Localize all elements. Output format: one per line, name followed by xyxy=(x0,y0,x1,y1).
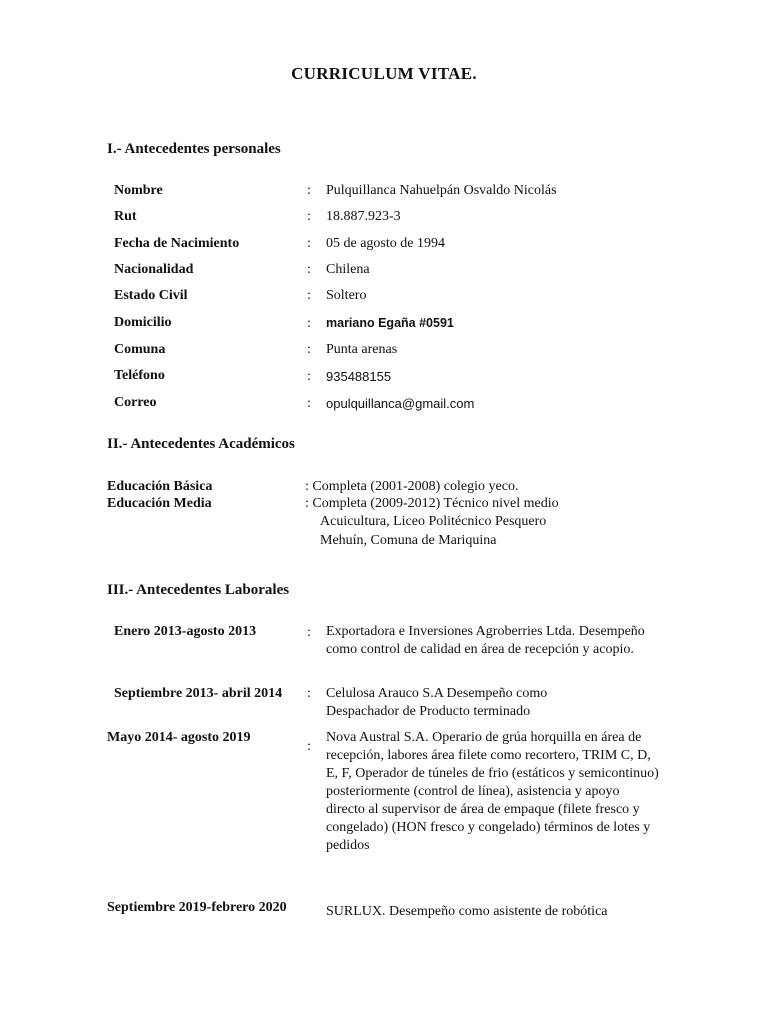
personal-label: Estado Civil xyxy=(114,288,188,303)
personal-label: Nacionalidad xyxy=(114,262,194,277)
work-heading: III.- Antecedentes Laborales xyxy=(107,582,290,598)
personal-value: Chilena xyxy=(326,262,370,277)
personal-label: Rut xyxy=(114,209,137,224)
personal-value: Punta arenas xyxy=(326,342,398,357)
colon: : xyxy=(307,236,311,251)
personal-value: Pulquillanca Nahuelpán Osvaldo Nicolás xyxy=(326,183,557,198)
personal-label: Fecha de Nacimiento xyxy=(114,236,240,251)
colon: : xyxy=(307,739,311,754)
basica-value: : Completa (2001-2008) colegio yeco. xyxy=(305,479,519,494)
personal-label: Teléfono xyxy=(114,368,165,383)
colon: : xyxy=(307,342,311,357)
colon: : xyxy=(307,686,311,701)
personal-label: Nombre xyxy=(114,183,163,198)
media-value-line2: Acuicultura, Liceo Politécnico Pesquero xyxy=(320,514,547,529)
personal-value: Soltero xyxy=(326,288,367,303)
colon: : xyxy=(307,288,311,303)
job-period: Enero 2013-agosto 2013 xyxy=(114,624,257,639)
personal-value: 05 de agosto de 1994 xyxy=(326,236,445,251)
personal-label: Correo xyxy=(114,395,157,410)
job-period: Mayo 2014- agosto 2019 xyxy=(107,730,251,745)
job-description: Nova Austral S.A. Operario de grúa horquilla en área de recepción, labores área filete como recortero, TRIM C, D, E, F, Operador de túneles de frio (estáticos y semicontinuo) posteriormente (control de línea), asistencia y apoyo directo al supervisor de área de empaque (filete fresco y congelado) (HON fresco y congelado) términos de lotes y pedidos xyxy=(326,730,659,853)
personal-label: Comuna xyxy=(114,342,166,357)
job-description: Celulosa Arauco S.A Desempeño como Despachador de Producto terminado xyxy=(326,686,548,719)
colon: : xyxy=(307,209,311,224)
basica-label: Educación Básica xyxy=(107,479,213,494)
academic-heading: II.- Antecedentes Académicos xyxy=(107,436,295,452)
document-title: CURRICULUM VITAE. xyxy=(291,64,477,83)
personal-value: mariano Egaña #0591 xyxy=(326,316,454,330)
personal-value: 18.887.923-3 xyxy=(326,209,401,224)
colon: : xyxy=(307,183,311,198)
media-label: Educación Media xyxy=(107,496,212,511)
colon: : xyxy=(307,625,311,640)
personal-heading: I.- Antecedentes personales xyxy=(107,141,281,157)
job-period: Septiembre 2019-febrero 2020 xyxy=(107,900,287,915)
email-value: opulquillanca@gmail.com xyxy=(326,396,475,411)
job-period: Septiembre 2013- abril 2014 xyxy=(114,686,283,701)
colon: : xyxy=(307,262,311,277)
colon: : xyxy=(307,369,311,384)
media-value-line1: : Completa (2009-2012) Técnico nivel medio xyxy=(305,496,559,511)
personal-label: Domicilio xyxy=(114,315,172,330)
job-description: Exportadora e Inversiones Agroberries Ltda. Desempeño como control de calidad en área de recepción y acopio. xyxy=(326,624,645,657)
job-description: SURLUX. Desempeño como asistente de robótica xyxy=(326,904,608,919)
colon: : xyxy=(307,396,311,411)
colon: : xyxy=(307,316,311,331)
personal-value: 935488155 xyxy=(326,369,392,384)
media-value-line3: Mehuín, Comuna de Mariquina xyxy=(320,533,497,548)
